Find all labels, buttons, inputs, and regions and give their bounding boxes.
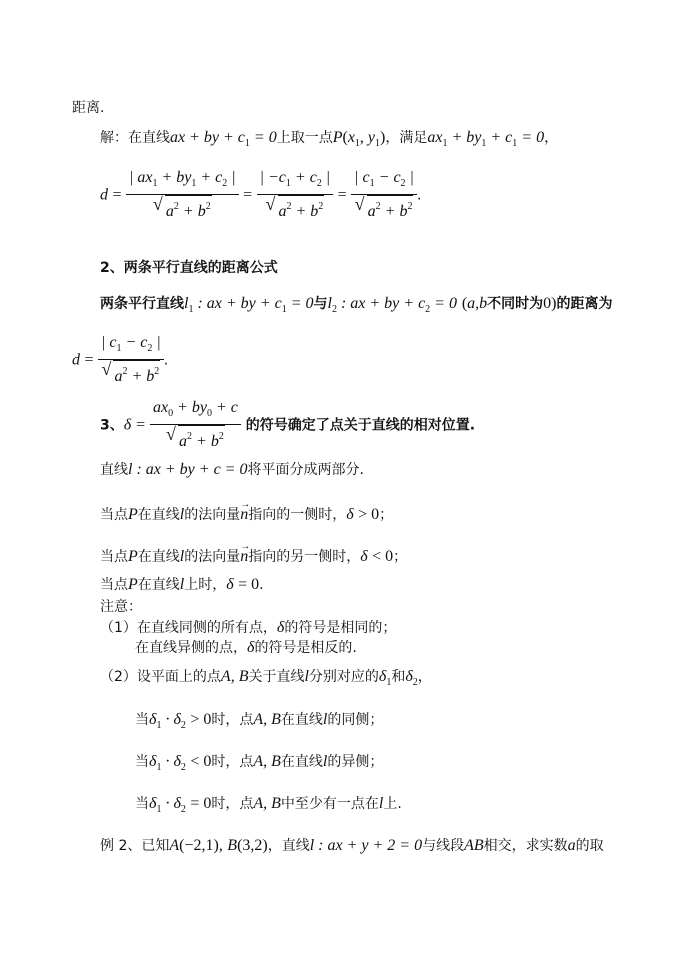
- math-expression: ax + by + $c_1 = 0$: [170, 129, 277, 149]
- text-line: [100, 128, 558, 154]
- text: 解：在直线: [100, 130, 170, 146]
- text-line: 当$\delta_1 \cdot \delta_2 < 0$时，点A, B在直线l的异侧；: [135, 753, 384, 773]
- text: 上取一点: [276, 130, 333, 146]
- text: 2、两条平行直线的距离公式: [100, 260, 278, 276]
- formula-distance-parallel: d = | $c_1 - c_2$ | √ $a^2 + b^2$ .: [72, 333, 168, 388]
- text-line: 当点P在直线l的法向量→ n指向的一侧时，δ > 0；: [100, 505, 393, 525]
- math-expression: P: [332, 129, 343, 146]
- text-line: 当$\delta_1 \cdot \delta_2 = 0$时，点A, B中至少有一点在l上.: [135, 795, 402, 815]
- text: 距离.: [72, 100, 105, 116]
- text-line: 当点P在直线l的法向量→ n指向的另一侧时，δ < 0；: [100, 547, 407, 567]
- text-line: 两条平行直线$l_1$ : ax + by + $c_1 = 0$与$l_2$ : ax + by + $c_2 = 0$ (a,b不同时为0)的距离为: [100, 295, 613, 315]
- section-heading: 3、δ = $ax_0 + by_0 + c$ √ $a^2 + b^2$ 的符号确定了点关于直线的相对位置.: [100, 398, 475, 453]
- text-line: （1）在直线同侧的所有点，δ的符号是相同的；: [100, 619, 397, 636]
- text: ，满足: [385, 130, 428, 146]
- text-line: （2）设平面上的点A, B关于直线l分别对应的$\delta_1$和$\delta_2$，: [100, 668, 432, 688]
- section-heading: [100, 258, 278, 278]
- text-line: 例 2、已知A(−2,1), B(3,2)，直线l : ax + y + 2 = 0与线段AB相交，求实数a的取: [100, 837, 604, 854]
- math-expression: ($x_1$, $y_1$): [342, 129, 386, 149]
- text: ，: [544, 130, 559, 146]
- text-line: 直线l : ax + by + c = 0将平面分成两部分.: [100, 461, 364, 478]
- text-line: 当$\delta_1 \cdot \delta_2 > 0$时，点A, B在直线l的同侧；: [135, 711, 384, 731]
- formula-distance-point: d = | $ax_1 + by_1 + c_2$ | √ $a^2 + b^2$ = | $-c_1 + c_2$ | √ $a^2 + b^2$ = | $c_1 - c_2$ | √ $a^2 + b^2$ .: [100, 168, 421, 223]
- text-line: [72, 98, 104, 118]
- math-expression: $ax_1 + by_1 + c_1 = 0$: [427, 129, 545, 149]
- text-line: 当点P在直线l上时，δ = 0.: [100, 576, 264, 593]
- text-line: 注意：: [100, 599, 142, 615]
- text-line: 在直线异侧的点，δ的符号是相反的.: [135, 639, 357, 656]
